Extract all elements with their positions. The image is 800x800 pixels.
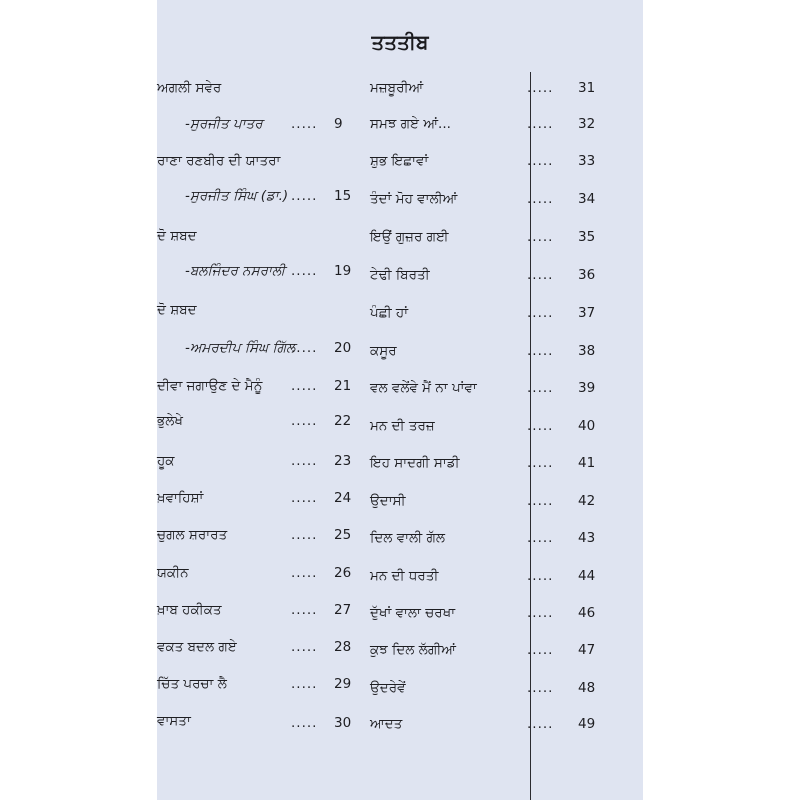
toc-entry-page: 36 xyxy=(578,267,596,283)
toc-entry xyxy=(157,490,357,510)
toc-entry-leader: ..... xyxy=(291,602,318,618)
toc-entry-page: 33 xyxy=(578,153,596,169)
toc-entry-page: 41 xyxy=(578,455,596,471)
toc-entry-title: ਚੁਗਲ ਸ਼ਰਾਰਤ xyxy=(157,527,228,543)
toc-entry-leader: ..... xyxy=(527,680,554,696)
toc-entry-title: ਕਸੂਰ xyxy=(370,343,397,359)
toc-entry-author: -ਬਲਜਿੰਦਰ ਨਸਰਾਲੀ xyxy=(185,263,286,279)
toc-entry-title: ਟੇਢੀ ਬਿਰਤੀ xyxy=(370,267,430,283)
toc-entry-page: 32 xyxy=(578,116,596,132)
toc-entry-title: ਦੀਵਾ ਜਗਾਉਣ ਦੇ ਮੈਨੂੰ xyxy=(157,378,263,394)
toc-entry-title: ਰਾਣਾ ਰਣਬੀਰ ਦੀ ਯਾਤਰਾ xyxy=(157,153,281,169)
toc-entry-leader: ..... xyxy=(527,455,554,471)
toc-entry-leader: ..... xyxy=(291,413,318,429)
toc-entry-leader: ..... xyxy=(291,639,318,655)
toc-entry xyxy=(370,380,596,400)
toc-entry xyxy=(157,153,357,173)
toc-entry-title: ਪੰਛੀ ਹਾਂ xyxy=(370,305,409,321)
toc-entry xyxy=(370,493,596,513)
toc-entry-page: 27 xyxy=(334,602,352,618)
toc-entry xyxy=(370,267,596,287)
toc-entry-page: 20 xyxy=(334,340,352,356)
toc-entry-page: 21 xyxy=(334,378,352,394)
toc-entry-leader: ..... xyxy=(291,116,318,132)
toc-entry-leader: ..... xyxy=(291,490,318,506)
toc-entry-title: ਵਕਤ ਬਦਲ ਗਏ xyxy=(157,639,237,655)
toc-entry-title: ਦੁੱਖਾਂ ਵਾਲਾ ਚਰਖਾ xyxy=(370,605,456,621)
toc-entry-title: ਅਗਲੀ ਸਵੇਰ xyxy=(157,80,222,96)
toc-entry-title: ਦੋ ਸ਼ਬਦ xyxy=(157,302,197,318)
toc-entry-page: 22 xyxy=(334,413,352,429)
toc-entry-leader: ..... xyxy=(527,116,554,132)
toc-entry-page: 44 xyxy=(578,568,596,584)
toc-entry xyxy=(370,116,596,136)
toc-entry-title: ਮਜ਼ਬੂਰੀਆਂ xyxy=(370,80,424,96)
toc-entry xyxy=(157,715,357,735)
toc-entry-page: 24 xyxy=(334,490,352,506)
toc-entry-title: ਸਮਝ ਗਏ ਆਂ... xyxy=(370,116,451,132)
toc-entry-title: ਸ਼ੁਭ ਇਛਾਵਾਂ xyxy=(370,153,429,169)
toc-entry xyxy=(157,302,357,322)
toc-entry xyxy=(370,605,596,625)
toc-entry xyxy=(157,228,357,248)
toc-entry-title: ਵਲ ਵਲੇਂਵੇ ਮੈਂ ਨਾ ਪਾਂਵਾ xyxy=(370,380,477,396)
toc-entry-page: 30 xyxy=(334,715,352,731)
toc-entry xyxy=(370,191,596,211)
toc-entry-page: 35 xyxy=(578,229,596,245)
toc-entry-page: 28 xyxy=(334,639,352,655)
toc-entry xyxy=(157,263,357,283)
toc-entry-title: ਦਿਲ ਵਾਲੀ ਗੱਲ xyxy=(370,530,446,546)
toc-entry-leader: ..... xyxy=(527,642,554,658)
toc-entry-title: ਮਨ ਦੀ ਤਰਜ਼ xyxy=(370,418,435,434)
toc-entry-leader: ..... xyxy=(527,418,554,434)
toc-entry xyxy=(370,530,596,550)
toc-entry-title: ਯਕੀਨ xyxy=(157,565,189,581)
toc-entry xyxy=(157,602,357,622)
toc-entry-leader: ..... xyxy=(291,527,318,543)
toc-entry xyxy=(370,305,596,325)
toc-entry-title: ਚਿੱਤ ਪਰਚਾ ਲੈ xyxy=(157,676,227,692)
toc-entry-leader: ..... xyxy=(527,153,554,169)
toc-entry xyxy=(157,453,357,473)
toc-entry-title: ਆਦਤ xyxy=(370,716,403,732)
toc-entry xyxy=(157,378,357,398)
toc-entry xyxy=(157,116,357,136)
toc-entry-page: 42 xyxy=(578,493,596,509)
toc-entry-leader: ..... xyxy=(527,191,554,207)
toc-entry-leader: ..... xyxy=(291,378,318,394)
toc-entry xyxy=(157,565,357,585)
toc-entry-page: 23 xyxy=(334,453,352,469)
toc-entry-page: 29 xyxy=(334,676,352,692)
toc-entry-leader: ..... xyxy=(527,80,554,96)
toc-entry-leader: ..... xyxy=(291,676,318,692)
toc-entry xyxy=(157,340,357,360)
toc-entry-title: ਤੰਦਾਂ ਮੋਹ ਵਾਲੀਆਂ xyxy=(370,191,458,207)
toc-entry-leader: ..... xyxy=(291,453,318,469)
toc-entry-page: 38 xyxy=(578,343,596,359)
toc-entry-leader: ..... xyxy=(527,267,554,283)
toc-entry-page: 31 xyxy=(578,80,596,96)
toc-entry-leader: ..... xyxy=(527,716,554,732)
toc-entry-page: 46 xyxy=(578,605,596,621)
toc-entry-title: ਖ਼ਾਬ ਹਕੀਕਤ xyxy=(157,602,222,618)
toc-entry-title: ਉਦਾਸੀ xyxy=(370,493,406,509)
toc-entry-page: 43 xyxy=(578,530,596,546)
toc-entry-leader: ..... xyxy=(291,715,318,731)
toc-entry-leader: ..... xyxy=(527,530,554,546)
toc-entry-title: ਇਉਂ ਗੁਜ਼ਰ ਗਈ xyxy=(370,229,449,245)
toc-entry-page: 48 xyxy=(578,680,596,696)
toc-entry-page: 37 xyxy=(578,305,596,321)
toc-title: ਤਤਤੀਬ xyxy=(371,30,429,54)
toc-entry-title: ਹੂਕ xyxy=(157,453,175,469)
toc-entry-leader: ..... xyxy=(527,605,554,621)
toc-entry-leader: ..... xyxy=(291,263,318,279)
toc-entry-leader: ..... xyxy=(527,380,554,396)
toc-entry-leader: ..... xyxy=(291,340,318,356)
toc-entry xyxy=(157,527,357,547)
toc-entry-author: -ਸੁਰਜੀਤ ਪਾਤਰ xyxy=(185,116,263,132)
toc-entry-page: 34 xyxy=(578,191,596,207)
toc-entry-author: -ਅਮਰਦੀਪ ਸਿੰਘ ਗਿੱਲ xyxy=(185,340,296,356)
toc-entry-page: 19 xyxy=(334,263,352,279)
toc-entry-leader: ..... xyxy=(291,565,318,581)
toc-entry-title: ਉਦਰੇਵੇਂ xyxy=(370,680,406,696)
toc-entry-title: ਦੋ ਸ਼ਬਦ xyxy=(157,228,197,244)
toc-entry xyxy=(370,229,596,249)
toc-entry xyxy=(370,716,596,736)
toc-entry-title: ਵਾਸਤਾ xyxy=(157,713,191,729)
toc-entry xyxy=(157,413,357,433)
toc-entry-leader: ..... xyxy=(527,343,554,359)
toc-entry-page: 9 xyxy=(334,116,343,132)
toc-entry-page: 47 xyxy=(578,642,596,658)
toc-entry-page: 26 xyxy=(334,565,352,581)
toc-entry-leader: ..... xyxy=(527,229,554,245)
book-page xyxy=(157,0,643,800)
toc-entry xyxy=(370,455,596,475)
toc-entry-title: ਮਨ ਦੀ ਧਰਤੀ xyxy=(370,568,439,584)
toc-entry-author: -ਸੁਰਜੀਤ ਸਿੰਘ (ਡਾ.) xyxy=(185,188,289,204)
toc-entry xyxy=(370,80,596,100)
toc-entry-page: 25 xyxy=(334,527,352,543)
toc-entry xyxy=(157,80,357,100)
toc-entry xyxy=(370,343,596,363)
toc-entry xyxy=(370,642,596,662)
toc-entry xyxy=(157,676,357,696)
toc-entry-title: ਖ਼ਵਾਹਿਸ਼ਾਂ xyxy=(157,490,204,506)
toc-entry-title: ਇਹ ਸਾਦਗੀ ਸਾਡੀ xyxy=(370,455,460,471)
toc-entry-title: ਭੁਲੇਖੇ xyxy=(157,413,183,429)
toc-entry xyxy=(370,568,596,588)
toc-entry-leader: ..... xyxy=(291,188,318,204)
toc-entry-leader: ..... xyxy=(527,568,554,584)
toc-entry xyxy=(370,418,596,438)
toc-entry xyxy=(370,680,596,700)
toc-entry-leader: ..... xyxy=(527,305,554,321)
toc-entry-page: 40 xyxy=(578,418,596,434)
toc-entry-leader: ..... xyxy=(527,493,554,509)
toc-entry-page: 15 xyxy=(334,188,352,204)
toc-entry xyxy=(157,188,357,208)
toc-entry-page: 39 xyxy=(578,380,596,396)
toc-entry xyxy=(370,153,596,173)
toc-entry xyxy=(157,639,357,659)
toc-entry-title: ਕੁਝ ਦਿਲ ਲੱਗੀਆਂ xyxy=(370,642,457,658)
toc-entry-page: 49 xyxy=(578,716,596,732)
